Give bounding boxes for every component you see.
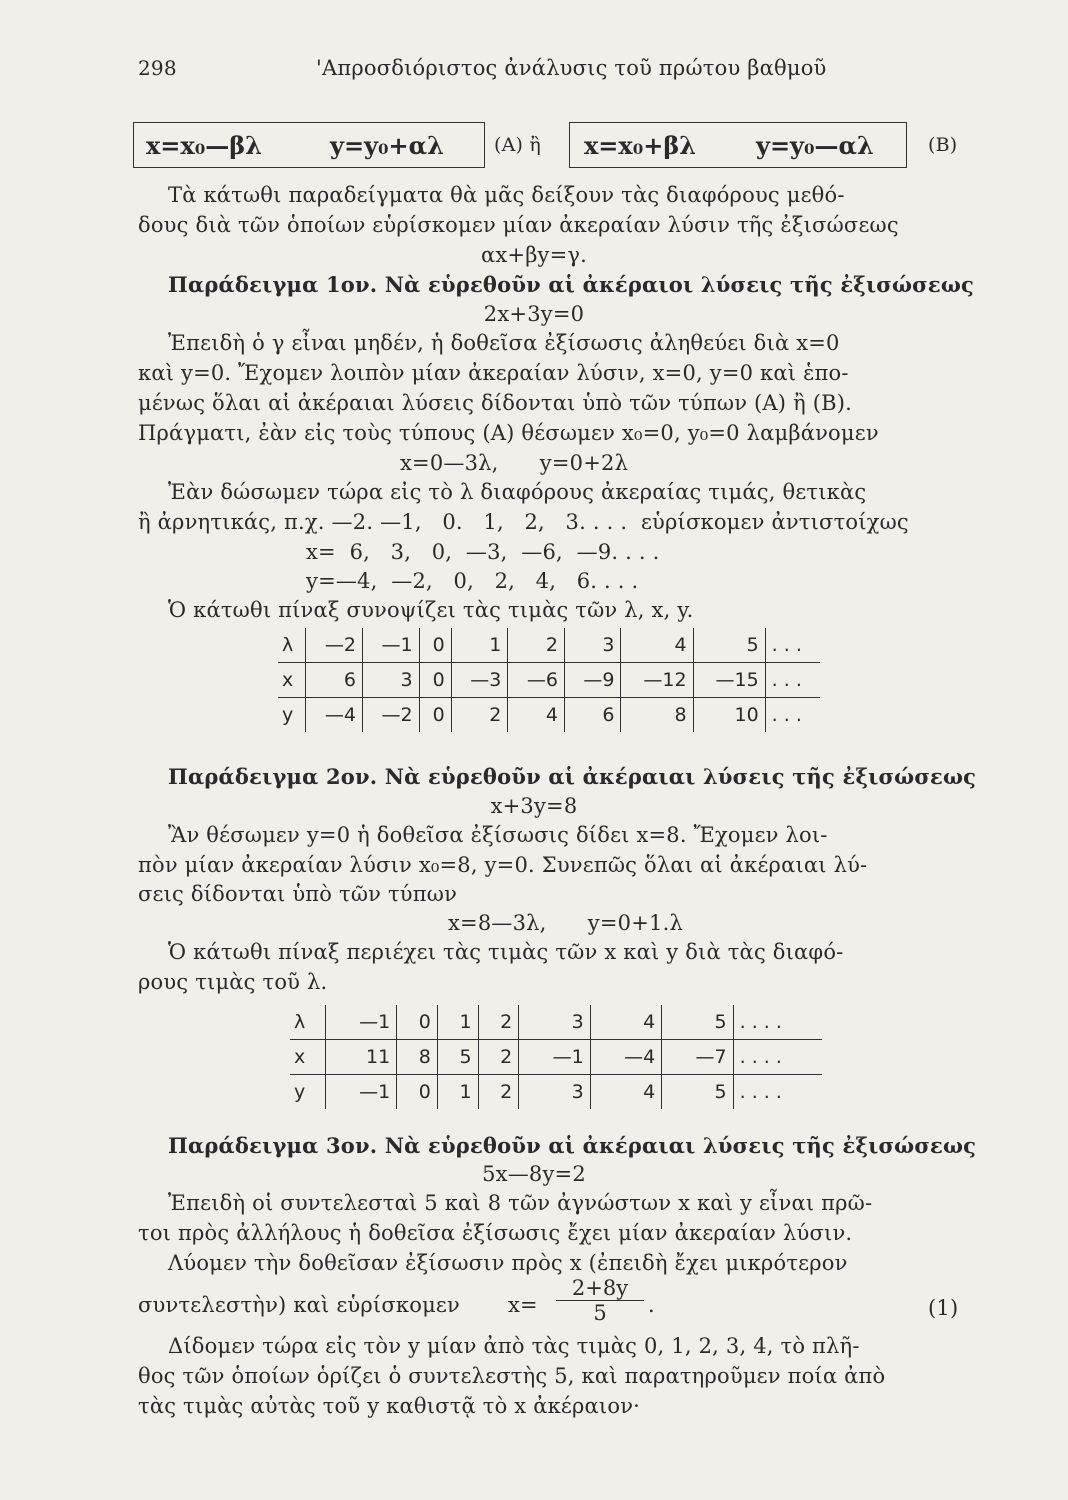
fraction-numerator: 2+8y [556,1276,644,1301]
formula-lhs: x= [508,1293,538,1317]
table-cell: 8 [397,1040,438,1075]
table-cell: 8 [621,698,693,733]
table-cell: . . . [765,663,820,698]
table-row-y [290,1075,822,1110]
example2-equation: x+3y=8 [490,794,578,818]
formula-b-y: y=y₀—αλ [756,130,874,160]
table-row-x [290,1040,822,1075]
table-cell: 0 [419,698,451,733]
table-cell: 4 [590,1005,661,1040]
example3-equation: 5x—8y=2 [482,1162,586,1186]
table-row-lambda [290,1005,822,1040]
table-cell: λ [282,634,294,656]
table-cell: 4 [508,698,565,733]
table-cell: 5 [662,1005,733,1040]
formula-a-y: y=y₀+αλ [330,130,444,160]
table-row-y [278,698,820,733]
table-cell: 6 [564,698,621,733]
table-cell: —4 [306,698,363,733]
table-cell: 11 [325,1040,396,1075]
table-cell: 2 [478,1005,519,1040]
table-cell: . . . [765,628,820,663]
table-cell: 0 [397,1005,438,1040]
example2-heading: Παράδειγμα 2ον. Νὰ εὑρεθοῦν αἱ ἀκέραιαι λύσεις τῆς ἐξισώσεως [168,764,977,789]
body-line: Δίδομεν τώρα εἰς τὸν y μίαν ἀπὸ τὰς τιμὰς 0, 1, 2, 3, 4, τὸ πλῆ- [168,1334,860,1358]
table-cell: 1 [437,1075,478,1110]
running-title: 'Απροσδιόριστος ἀνάλυσις τοῦ πρώτου βαθμοῦ [316,56,827,80]
table-cell: 5 [662,1075,733,1110]
table-cell: x [290,1040,325,1075]
table-cell: —1 [362,628,419,663]
table-cell: 6 [306,663,363,698]
table-cell: 2 [478,1040,519,1075]
table-cell: —9 [564,663,621,698]
example3-heading: Παράδειγμα 3ον. Νὰ εὑρεθοῦν αἱ ἀκέραιαι λύσεις τῆς ἐξισώσεως [168,1133,977,1158]
example1-heading: Παράδειγμα 1ον. Νὰ εὑρεθοῦν αἱ ἀκέραιοι λύσεις τῆς ἐξισώσεως [168,272,975,297]
table-cell: —12 [621,663,693,698]
table-cell: —4 [590,1040,661,1075]
table-cell: 0 [397,1075,438,1110]
body-line: τοι πρὸς ἀλλήλους ἡ δοθεῖσα ἐξίσωσις ἔχει μίαν ἀκεραίαν λύσιν. [138,1221,853,1245]
example1-equation: 2x+3y=0 [483,302,585,326]
table-cell: —2 [306,628,363,663]
table-cell: 2 [508,628,565,663]
formula-a-x: x=x₀—βλ [146,130,263,160]
table-cell: 4 [621,628,693,663]
formula-box-b [569,122,907,168]
intro-line: Τὰ κάτωθι παραδείγματα θὰ μᾶς δείξουν τὰς διαφόρους μεθό- [168,183,845,207]
formula-lead: συντελεστὴν) καὶ εὑρίσκομεν [138,1293,460,1317]
table-cell: 5 [693,628,765,663]
formula-label-b: (B) [928,134,958,156]
intro-equation: αx+βy=γ. [480,243,588,267]
table-cell: 3 [362,663,419,698]
table-cell: 2 [478,1075,519,1110]
formula-box-a [133,122,485,168]
table-cell: 5 [437,1040,478,1075]
table-cell: . . . . [733,1040,822,1075]
table-cell: —1 [519,1040,590,1075]
table-row-lambda [278,628,820,663]
body-line: μένως ὅλαι αἱ ἀκέραιαι λύσεις δίδονται ὑπὸ τῶν τύπων (A) ἢ (B). [138,391,853,415]
body-line: Ἂν θέσωμεν y=0 ἡ δοθεῖσα ἐξίσωσις δίδει x=8. Ἔχομεν λοι- [168,823,828,847]
body-line: Ἐπειδὴ οἱ συντελεσταὶ 5 καὶ 8 τῶν ἀγνώστων x καὶ y εἶναι πρῶ- [168,1191,873,1215]
table-cell: —15 [693,663,765,698]
body-line: πὸν μίαν ἀκεραίαν λύσιν x₀=8, y=0. Συνεπῶς ὅλαι αἱ ἀκέραιαι λύ- [138,853,868,877]
table-cell: 3 [519,1075,590,1110]
body-line: καὶ y=0. Ἔχομεν λοιπὸν μίαν ἀκεραίαν λύσιν, x=0, y=0 καὶ ἑπο- [138,361,849,385]
table-cell: 10 [693,698,765,733]
example1-formula: x=0—3λ, y=0+2λ [400,451,629,475]
table-cell: . . . . [733,1005,822,1040]
body-line: σεις δίδονται ὑπὸ τῶν τύπων [138,882,458,906]
table-cell: 4 [590,1075,661,1110]
table-cell: —3 [451,663,508,698]
x-values-line: x= 6, 3, 0, —3, —6, —9. . . . [306,540,660,564]
table-cell: 3 [564,628,621,663]
table-cell: . . . [765,698,820,733]
table-cell: 0 [419,628,451,663]
table-cell: —6 [508,663,565,698]
table-cell: λ [294,1011,306,1033]
table-cell: y [290,1075,325,1110]
body-line: θος τῶν ὁποίων ὁρίζει ὁ συντελεστὴς 5, καὶ παρατηροῦμεν ποία ἀπὸ [138,1364,886,1388]
values-table-1 [278,628,820,732]
body-line: Λύομεν τὴν δοθεῖσαν ἐξίσωσιν πρὸς x (ἐπειδὴ ἔχει μικρότερον [168,1251,848,1275]
table-cell: —1 [325,1075,396,1110]
body-line: Ἐπειδὴ ὁ γ εἶναι μηδέν, ἡ δοθεῖσα ἐξίσωσις ἀληθεύει διὰ x=0 [168,331,840,355]
table-cell: 2 [451,698,508,733]
formula-fraction [556,1276,644,1325]
table-cell: 1 [437,1005,478,1040]
table-row-x [278,663,820,698]
body-line: Ὁ κάτωθι πίναξ περιέχει τὰς τιμὰς τῶν x καὶ y διὰ τὰς διαφό- [168,940,844,964]
formula-number: (1) [928,1296,959,1320]
body-line: Πράγματι, ἐὰν εἰς τοὺς τύπους (A) θέσωμεν x₀=0, y₀=0 λαμβάνομεν [138,421,879,445]
body-line: ρους τιμὰς τοῦ λ. [138,970,328,994]
formula-tail: . [648,1293,655,1317]
table-cell: 3 [519,1005,590,1040]
body-line: Ἐὰν δώσωμεν τώρα εἰς τὸ λ διαφόρους ἀκεραίας τιμάς, θετικὰς [168,480,867,504]
formula-b-x: x=x₀+βλ [584,130,697,160]
table-cell: . . . . [733,1075,822,1110]
intro-line: δους διὰ τῶν ὁποίων εὑρίσκομεν μίαν ἀκεραίαν λύσιν τῆς ἐξισώσεως [138,213,899,237]
body-line: τὰς τιμὰς αὐτὰς τοῦ y καθιστᾷ τὸ x ἀκέραιον· [138,1394,641,1418]
table-cell: 1 [451,628,508,663]
table-cell: y [278,698,306,733]
formula-label-a: (A) ἢ [494,134,541,156]
table-cell: —2 [362,698,419,733]
table-cell: 0 [419,663,451,698]
y-values-line: y=—4, —2, 0, 2, 4, 6. . . . [306,569,639,593]
table-cell: x [278,663,306,698]
table-cell: —7 [662,1040,733,1075]
page-number: 298 [138,56,177,80]
table-caption: Ὁ κάτωθι πίναξ συνοψίζει τὰς τιμὰς τῶν λ, x, y. [168,598,694,622]
fraction-denominator: 5 [593,1301,607,1325]
table-cell: —1 [325,1005,396,1040]
values-table-2 [290,1005,822,1109]
example2-formula: x=8—3λ, y=0+1.λ [448,911,683,935]
body-line: ἢ ἀρνητικάς, π.χ. —2. —1, 0. 1, 2, 3. . . . εὑρίσκομεν ἀντιστοίχως [138,510,909,534]
